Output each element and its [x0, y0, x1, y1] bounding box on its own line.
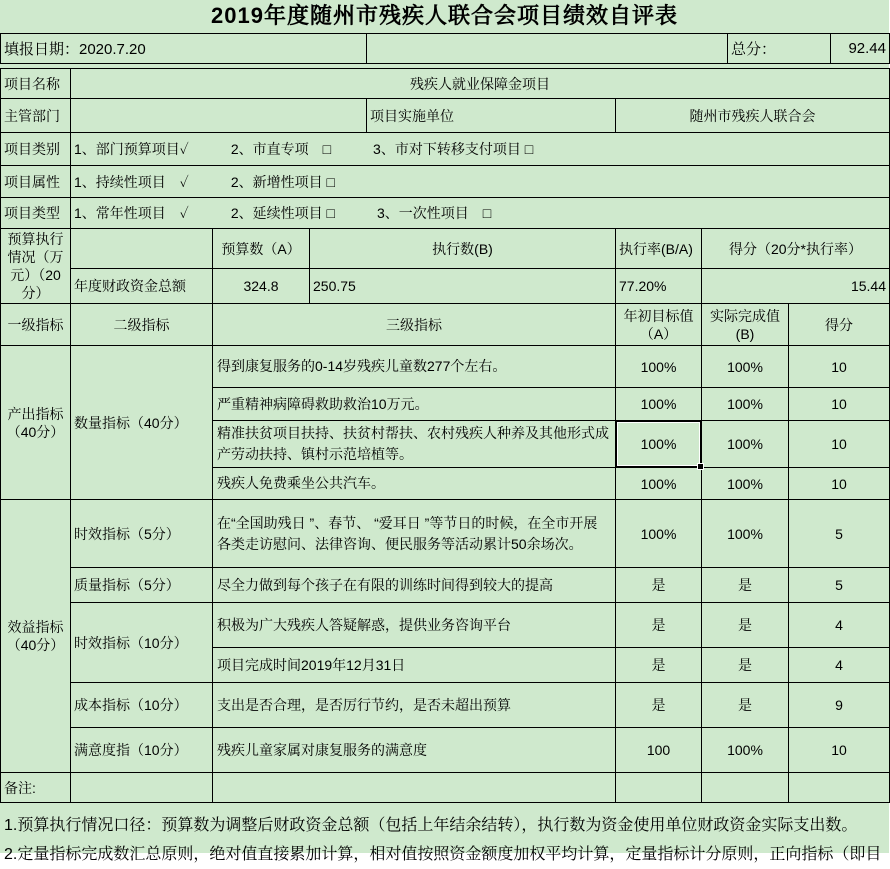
row-budget-header: [1, 229, 890, 269]
cell-l3[interactable]: 支出是否合理，是否厉行节约，是否未超出预算: [213, 683, 616, 728]
cell-remark-empty[interactable]: [789, 773, 890, 803]
cell-actual[interactable]: 是: [702, 568, 789, 603]
cell-remark-empty[interactable]: [213, 773, 616, 803]
cell-fill-date[interactable]: 填报日期：2020.7.20: [1, 34, 367, 64]
cell-total-score-label[interactable]: 总分：: [728, 34, 831, 64]
cell-impl-unit-label[interactable]: 项目实施单位: [367, 99, 616, 133]
footnote-line: 2.定量指标完成数汇总原则，绝对值直接累加计算，相对值按照资金额度加权平均计算，定量指标计分原则，正向指标（即目: [4, 846, 882, 863]
cell-col-l3[interactable]: 三级指标: [213, 304, 616, 346]
indicator-row: [1, 728, 890, 773]
cell-budget-row-label[interactable]: 年度财政资金总额: [71, 269, 213, 304]
cell-attribute-options[interactable]: 1、持续性项目 ✓ 2、新增性项目 □: [71, 166, 890, 198]
cell-remark-empty[interactable]: [616, 773, 702, 803]
cell-col-score[interactable]: 得分: [789, 304, 890, 346]
info-bar-table: [0, 33, 890, 64]
cell-remark-label[interactable]: 备注:: [1, 773, 71, 803]
cell-category-label[interactable]: 项目类别: [1, 133, 71, 166]
cell-score[interactable]: 10: [789, 346, 890, 388]
cell-dept-label[interactable]: 主管部门: [1, 99, 71, 133]
cell-col-target[interactable]: 年初目标值（A）: [616, 304, 702, 346]
cell-target[interactable]: 是: [616, 568, 702, 603]
cell-l3[interactable]: 在“全国助残日 ”、春节、 “爱耳日 ”等节日的时候，在全市开展各类走访慰问、法律咨询、便民服务等活动累计50余场次。: [213, 500, 616, 568]
cell-score[interactable]: 9: [789, 683, 890, 728]
row-category: [1, 133, 890, 166]
cell-l3[interactable]: 积极为广大残疾人答疑解惑，提供业务咨询平台: [213, 603, 616, 648]
cell-budget-col-budget[interactable]: 预算数（A）: [213, 229, 310, 269]
selected-cell-value: 100%: [640, 436, 677, 452]
cell-l3[interactable]: 精准扶贫项目扶持、扶贫村帮扶、农村残疾人种养及其他形式成产劳动扶持、镇村示范培植等。: [213, 421, 616, 468]
cell-type-label[interactable]: 项目类型: [1, 198, 71, 229]
cell-score[interactable]: 4: [789, 648, 890, 683]
cell-project-name-label[interactable]: 项目名称: [1, 69, 71, 99]
cell-score-value[interactable]: 15.44: [702, 269, 890, 304]
cell-score[interactable]: 10: [789, 388, 890, 421]
cell-total-score-value[interactable]: 92.44: [831, 34, 890, 64]
info-bar-row: [1, 34, 890, 64]
cell-l3[interactable]: 残疾儿童家属对康复服务的满意度: [213, 728, 616, 773]
footnote-line: 1.预算执行情况口径：预算数为调整后财政资金总额（包括上年结余结转），执行数为资金使用单位财政资金实际支出数。: [4, 817, 858, 834]
cell-actual[interactable]: 100%: [702, 346, 789, 388]
page-title: 2019年度随州市残疾人联合会项目绩效自评表: [211, 3, 678, 28]
cell-actual[interactable]: 100%: [702, 468, 789, 500]
cell-actual[interactable]: 是: [702, 603, 789, 648]
cell-sub-quantity[interactable]: 数量指标（40分）: [71, 346, 213, 500]
cell-remark-empty[interactable]: [702, 773, 789, 803]
cell-score[interactable]: 4: [789, 603, 890, 648]
row-attribute: [1, 166, 890, 198]
cell-budget-col-rate[interactable]: 执行率(B/A): [616, 229, 702, 269]
cell-sub-cost10[interactable]: 成本指标（10分）: [71, 683, 213, 728]
cell-budget-col-exec[interactable]: 执行数(B): [310, 229, 616, 269]
cell-category-options[interactable]: 1、部门预算项目✓ 2、市直专项 □ 3、市对下转移支付项目 □: [71, 133, 890, 166]
row-budget-data: [1, 269, 890, 304]
cell-actual[interactable]: 是: [702, 648, 789, 683]
fill-handle[interactable]: [697, 463, 704, 470]
cell-l3[interactable]: 严重精神病障碍救助救治10万元。: [213, 388, 616, 421]
cell-target[interactable]: 是: [616, 683, 702, 728]
cell-target[interactable]: 是: [616, 603, 702, 648]
cell-target[interactable]: 100%: [616, 468, 702, 500]
cell-sub-satisfaction10[interactable]: 满意度指（10分）: [71, 728, 213, 773]
cell-actual[interactable]: 100%: [702, 388, 789, 421]
indicator-row: [1, 500, 890, 568]
cell-actual[interactable]: 100%: [702, 500, 789, 568]
cell-attribute-label[interactable]: 项目属性: [1, 166, 71, 198]
cell-col-l1[interactable]: 一级指标: [1, 304, 71, 346]
cell-sub-timeliness5[interactable]: 时效指标（5分）: [71, 500, 213, 568]
cell-actual[interactable]: 是: [702, 683, 789, 728]
cell-l3[interactable]: 残疾人免费乘坐公共汽车。: [213, 468, 616, 500]
cell-budget-col-score[interactable]: 得分（20分*执行率）: [702, 229, 890, 269]
cell-dept-value[interactable]: [71, 99, 367, 133]
row-indicator-header: [1, 304, 890, 346]
cell-l3[interactable]: 得到康复服务的0-14岁残疾儿童数277个左右。: [213, 346, 616, 388]
cell-target[interactable]: 是: [616, 648, 702, 683]
cell-score[interactable]: 5: [789, 500, 890, 568]
indicator-row: [1, 683, 890, 728]
indicator-row: [1, 568, 890, 603]
cell-col-l2[interactable]: 二级指标: [71, 304, 213, 346]
cell-budget-blank[interactable]: [71, 229, 213, 269]
cell-l3[interactable]: 尽全力做到每个孩子在有限的训练时间得到较大的提高: [213, 568, 616, 603]
footnotes: [0, 811, 889, 869]
cell-score[interactable]: 5: [789, 568, 890, 603]
cell-target[interactable]: 100: [616, 728, 702, 773]
cell-group-output[interactable]: 产出指标（40分）: [1, 346, 71, 500]
cell-actual[interactable]: 100%: [702, 728, 789, 773]
cell-type-options[interactable]: 1、常年性项目 ✓ 2、延续性项目 □ 3、一次性项目 □: [71, 198, 890, 229]
cell-budget-value[interactable]: 324.8: [213, 269, 310, 304]
cell-score[interactable]: 10: [789, 728, 890, 773]
cell-info-empty[interactable]: [367, 34, 728, 64]
cell-rate-value[interactable]: 77.20%: [616, 269, 702, 304]
row-type: [1, 198, 890, 229]
cell-target[interactable]: 100%: [616, 346, 702, 388]
cell-exec-value[interactable]: 250.75: [310, 269, 616, 304]
cell-col-actual[interactable]: 实际完成值(B): [702, 304, 789, 346]
indicator-row: [1, 603, 890, 648]
cell-group-benefit[interactable]: 效益指标（40分）: [1, 500, 71, 773]
cell-actual[interactable]: 100%: [702, 421, 789, 468]
cell-score[interactable]: 10: [789, 421, 890, 468]
cell-remark-empty[interactable]: [71, 773, 213, 803]
row-remark: [1, 773, 890, 803]
cell-sub-quality5[interactable]: 质量指标（5分）: [71, 568, 213, 603]
cell-score[interactable]: 10: [789, 468, 890, 500]
cell-target[interactable]: 100%: [616, 388, 702, 421]
cell-target[interactable]: 100%: [616, 500, 702, 568]
cell-l3[interactable]: 项目完成时间2019年12月31日: [213, 648, 616, 683]
row-project-name: [1, 69, 890, 99]
indicator-row: [1, 346, 890, 388]
cell-sub-timeliness10[interactable]: 时效指标（10分）: [71, 603, 213, 683]
cell-impl-unit-value[interactable]: 随州市残疾人联合会: [616, 99, 890, 133]
cell-project-name-value[interactable]: 残疾人就业保障金项目: [71, 69, 890, 99]
cell-target-selected[interactable]: [616, 421, 702, 468]
cell-budget-section-label[interactable]: 预算执行情况（万元）（20分）: [1, 229, 71, 304]
main-form-table: [0, 68, 890, 803]
row-dept: [1, 99, 890, 133]
